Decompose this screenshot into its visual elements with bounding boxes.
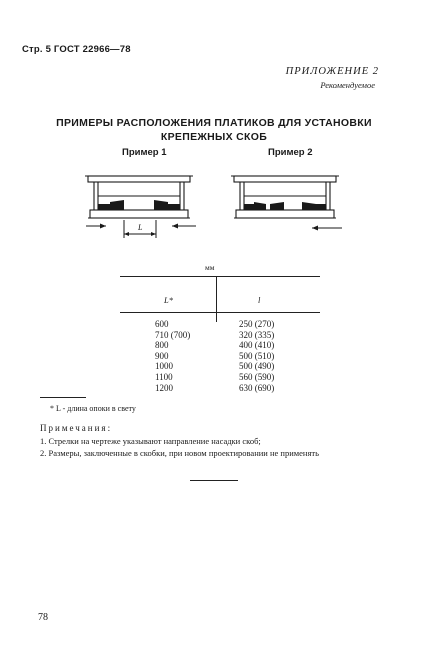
example-1-drawing — [84, 168, 200, 248]
document-title — [40, 116, 388, 144]
cell-l: 250 (270) — [239, 319, 275, 329]
cell-l: 400 (410) — [239, 340, 275, 351]
column-header-l: l — [258, 295, 261, 305]
example-2-drawing — [230, 168, 346, 248]
dimensions-table — [120, 276, 320, 392]
table-unit: мм — [205, 263, 215, 272]
cell-L: 600 — [155, 319, 169, 329]
footnote: * L - длина опоки в свету — [50, 404, 136, 413]
cell-L: 1200 — [155, 382, 173, 393]
cell-l: 320 (335) — [239, 329, 275, 340]
column-L-values — [155, 319, 190, 393]
cell-l: 500 (490) — [239, 361, 275, 372]
footnote-rule — [40, 397, 86, 398]
table-column-divider — [216, 276, 217, 322]
dimension-label: L — [138, 223, 143, 232]
page-number: 78 — [38, 612, 48, 623]
cell-l: 560 (590) — [239, 371, 275, 382]
end-rule — [190, 480, 238, 481]
example-1-label: Пример 1 — [122, 147, 167, 158]
note-2: 2. Размеры, заключенные в скобки, при новом проектировании не применять — [40, 448, 319, 458]
cell-L: 1000 — [155, 361, 173, 372]
cell-L: 800 — [155, 340, 169, 351]
column-header-L: L* — [164, 295, 173, 305]
note-1: 1. Стрелки на чертеже указывают направление насадки скоб; — [40, 436, 261, 446]
cell-L: 1100 — [155, 371, 173, 382]
appendix-status: Рекомендуемое — [320, 80, 375, 90]
cell-l: 500 (510) — [239, 350, 275, 361]
cell-L: 710 (700) — [155, 329, 191, 340]
notes-title: Примечания: — [40, 423, 113, 433]
cell-L: 900 — [155, 350, 169, 361]
example-2-label: Пример 2 — [268, 147, 313, 158]
page-header: Стр. 5 ГОСТ 22966—78 — [22, 44, 131, 55]
column-l-values — [239, 319, 274, 393]
table-top-rule — [120, 276, 320, 277]
title-line-1: ПРИМЕРЫ РАСПОЛОЖЕНИЯ ПЛАТИКОВ ДЛЯ УСТАНОВКИ — [56, 117, 372, 129]
cell-l: 630 (690) — [239, 382, 275, 393]
title-line-2: КРЕПЕЖНЫХ СКОБ — [160, 131, 268, 143]
appendix-title: ПРИЛОЖЕНИЕ 2 — [285, 66, 379, 77]
table-header-rule — [120, 312, 320, 313]
